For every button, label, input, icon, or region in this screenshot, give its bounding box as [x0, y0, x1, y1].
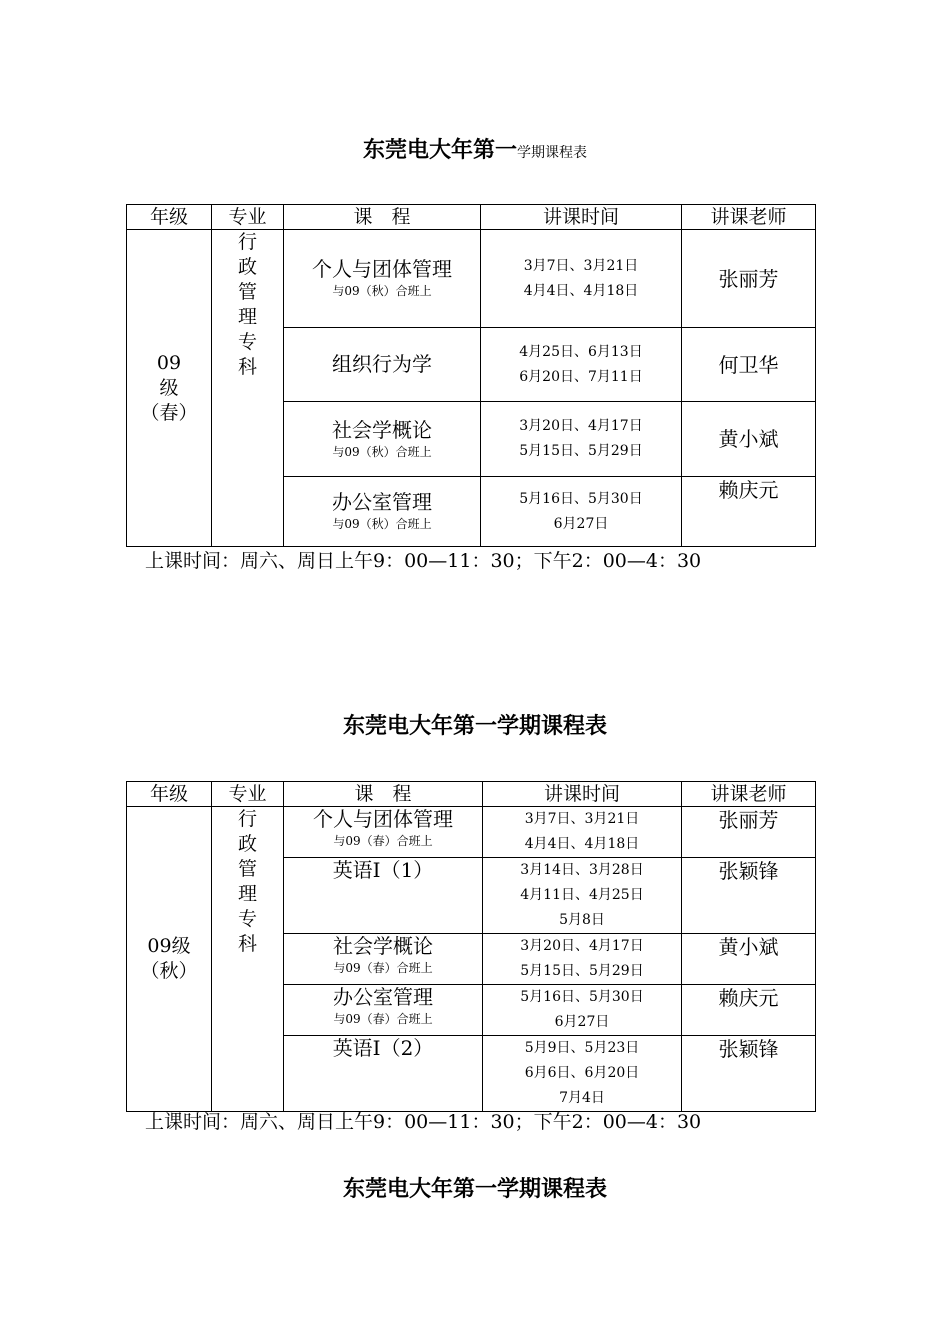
course-cell: 社会学概论 与09（秋）合班上 [284, 402, 481, 477]
time-cell: 3月7日、3月21日 4月4日、4月18日 [483, 807, 682, 858]
course-cell: 个人与团体管理 与09（秋）合班上 [284, 230, 481, 328]
time-cell: 3月14日、3月28日 4月11日、4月25日 5月8日 [483, 858, 682, 934]
header-teacher: 讲课老师 [682, 205, 816, 230]
header-major: 专业 [212, 205, 284, 230]
table-row [127, 807, 816, 858]
course-cell: 组织行为学 [284, 328, 481, 402]
teacher-cell: 黄小斌 [682, 402, 816, 477]
schedule-table-1 [126, 204, 816, 547]
teacher-cell: 黄小斌 [682, 934, 816, 985]
course-cell: 个人与团体管理 与09（春）合班上 [284, 807, 483, 858]
schedule-table-2 [126, 781, 816, 1112]
header-teacher: 讲课老师 [682, 782, 816, 807]
time-cell: 3月20日、4月17日 5月15日、5月29日 [483, 934, 682, 985]
table-row [127, 230, 816, 328]
course-cell: 办公室管理 与09（秋）合班上 [284, 477, 481, 547]
time-cell: 5月16日、5月30日 6月27日 [481, 477, 682, 547]
teacher-cell: 张颖锋 [682, 858, 816, 934]
schedule-title-3: 东莞电大年第一学期课程表 [342, 1177, 607, 1202]
class-time-note-2: 上课时间：周六、周日上午9：00—11：30；下午2：00—4：30 [145, 1111, 702, 1133]
header-course: 课 程 [284, 205, 481, 230]
teacher-cell: 赖庆元 [682, 985, 816, 1036]
course-cell: 英语Ⅰ（1） [284, 858, 483, 934]
header-course: 课 程 [284, 782, 483, 807]
time-cell: 5月9日、5月23日 6月6日、6月20日 7月4日 [483, 1036, 682, 1112]
grade-cell: 09级 （秋） [127, 807, 212, 1112]
time-cell: 3月7日、3月21日 4月4日、4月18日 [481, 230, 682, 328]
title-main-text: 东莞电大年第一 [362, 138, 517, 163]
major-cell: 行 政 管 理 专 科 [212, 230, 284, 547]
header-grade: 年级 [127, 205, 212, 230]
title-small-text: 学期课程表 [517, 145, 587, 161]
teacher-cell: 张丽芳 [682, 230, 816, 328]
header-major: 专业 [212, 782, 284, 807]
teacher-cell: 张丽芳 [682, 807, 816, 858]
header-time: 讲课时间 [483, 782, 682, 807]
major-cell: 行 政 管 理 专 科 [212, 807, 284, 1112]
teacher-cell: 张颖锋 [682, 1036, 816, 1112]
schedule-title-2: 东莞电大年第一学期课程表 [342, 714, 607, 739]
course-cell: 英语Ⅰ（2） [284, 1036, 483, 1112]
teacher-cell: 赖庆元 [682, 477, 816, 547]
table-header-row [127, 205, 816, 230]
course-cell: 社会学概论 与09（春）合班上 [284, 934, 483, 985]
teacher-cell: 何卫华 [682, 328, 816, 402]
time-cell: 3月20日、4月17日 5月15日、5月29日 [481, 402, 682, 477]
table-header-row [127, 782, 816, 807]
course-cell: 办公室管理 与09（春）合班上 [284, 985, 483, 1036]
time-cell: 4月25日、6月13日 6月20日、7月11日 [481, 328, 682, 402]
header-time: 讲课时间 [481, 205, 682, 230]
header-grade: 年级 [127, 782, 212, 807]
grade-cell: 09 级 （春） [127, 230, 212, 547]
schedule-title-1 [0, 137, 950, 167]
class-time-note-1: 上课时间：周六、周日上午9：00—11：30；下午2：00—4：30 [145, 550, 702, 572]
time-cell: 5月16日、5月30日 6月27日 [483, 985, 682, 1036]
